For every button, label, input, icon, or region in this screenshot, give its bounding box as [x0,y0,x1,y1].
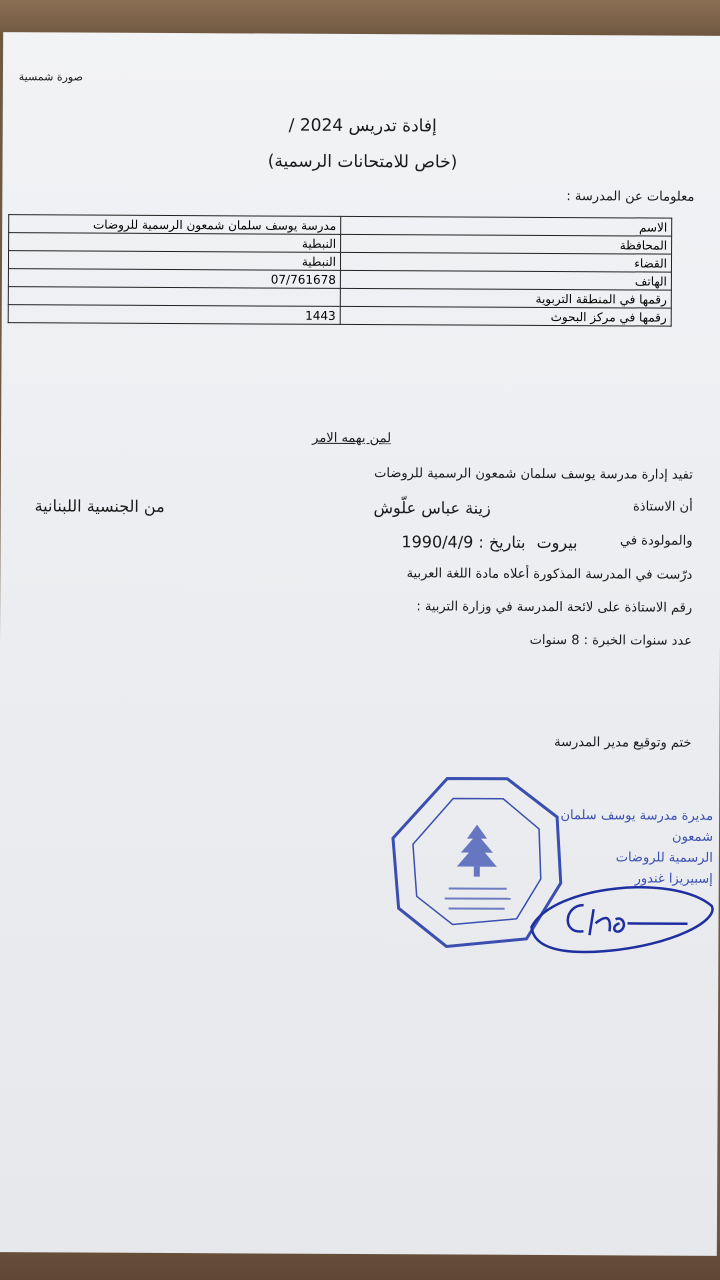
school-statement: تفيد إدارة مدرسة يوسف سلمان شمعون الرسمية للروضات [374,466,693,483]
row-value [8,287,340,307]
ministry-number: رقم الاستاذة على لائحة المدرسة في وزارة التربية : [416,599,693,616]
row-value: 1443 [8,305,340,325]
row-value: النبطية [9,233,341,253]
document-subtitle: (خاص للامتحانات الرسمية) [267,151,458,173]
row-value: مدرسة يوسف سلمان شمعون الرسمية للروضات [9,215,341,235]
stamp-note-line: مديرة مدرسة يوسف سلمان شمعون [560,808,714,845]
row-value: النبطية [8,251,340,271]
table-row [8,305,671,326]
row-value: 07/761678 [8,269,340,289]
born-prefix: والمولودة في [619,533,693,549]
document-page [0,32,720,1256]
stamp-note-line: إسبيريزا غندور [634,871,713,887]
photo-label: صورة شمسية [18,70,83,84]
row-label: رقمها في المنطقة التربوية [340,288,671,308]
row-label: الهاتف [340,270,671,290]
to-whom-heading: لمن يهمه الامر [312,430,392,447]
document-title: إفادة تدريس 2024 / [288,115,437,137]
row-label: الاسم [341,216,672,236]
row-label: المحافظة [341,234,672,254]
signature-icon [523,875,718,956]
row-label: رقمها في مركز البحوث [340,306,671,326]
school-info-label: معلومات عن المدرسة : [566,189,695,205]
row-label: القضاء [340,252,671,272]
signature-label: ختم وتوقيع مدير المدرسة [554,735,692,751]
subject-taught: درّست في المدرسة المذكورة أعلاه مادة اللغة العربية [406,566,693,583]
years-experience: عدد سنوات الخبرة : 8 سنوات [529,632,693,649]
nationality: من الجنسية اللبنانية [34,496,165,516]
teacher-name: زينة عباس علّوش [373,498,491,518]
birth-date: بتاريخ : 1990/4/9 [401,532,526,552]
school-info-table [8,214,673,326]
stamp-note-line: الرسمية للروضات [615,850,713,866]
birth-place: بيروت [536,532,578,553]
teacher-prefix: أن الاستاذة [632,499,693,515]
